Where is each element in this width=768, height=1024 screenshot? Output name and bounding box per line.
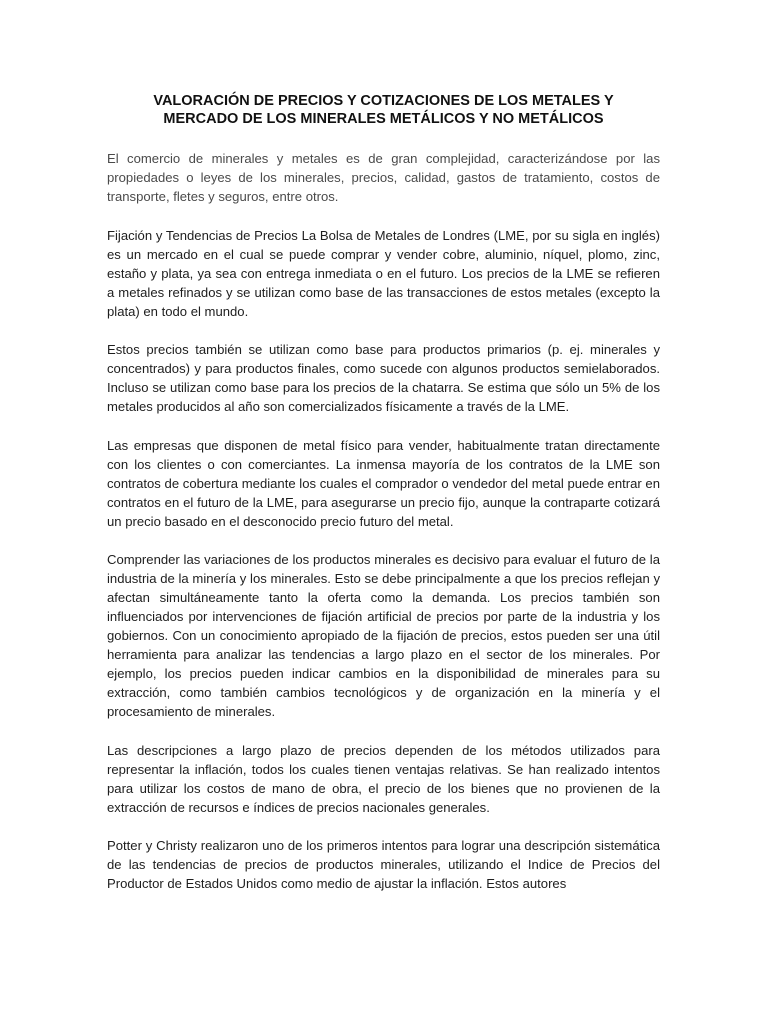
title-line-1: VALORACIÓN DE PRECIOS Y COTIZACIONES DE LOS METALES Y	[153, 93, 614, 109]
paragraph-intro: El comercio de minerales y metales es de gran complejidad, caracterizándose por las propiedades o leyes de los minerales, precios, calidad, gastos de tratamiento, costos de transporte, fletes y seguros, entre otros.	[107, 151, 660, 204]
paragraph-physical-metal: Las empresas que disponen de metal físico para vender, habitualmente tratan directamente con los clientes o con comerciantes. La inmensa mayoría de los contratos de la LME son contratos de cobertura mediante los cuales el comprador o vendedor del metal puede entrar en contratos en el futuro de la LME, para asegurarse un precio fijo, aunque la contraparte cotizará un precio basado en el desconocido precio futuro del metal.	[107, 437, 660, 529]
paragraph-price-variations: Comprender las variaciones de los productos minerales es decisivo para evaluar el futuro de la industria de la minería y los minerales. Esto se debe principalmente a que los precios reflejan y afectan simultáneamente tanto la oferta como la demanda. Los precios también son influenciados por intervenciones de fijación artificial de precios por parte de la industria y los gobiernos. Con un conocimiento apropiado de la fijación de precios, estos pueden ser una útil herramienta para analizar las tendencias a largo plazo en el sector de los minerales. Por ejemplo, los precios pueden indicar cambios en la disponibilidad de minerales para su extracción, como también cambios tecnológicos y de organización en la minería y el procesamiento de minerales.	[107, 552, 660, 719]
paragraph-long-term-descriptions: Las descripciones a largo plazo de precios dependen de los métodos utilizados para representar la inflación, todos los cuales tienen ventajas relativas. Se han realizado intentos para utilizar los costos de mano de obra, el precio de los bienes que no provienen de la extracción de recursos e índices de precios nacionales generales.	[107, 742, 660, 815]
paragraph-potter-christy: Potter y Christy realizaron uno de los primeros intentos para lograr una descripción sistemática de las tendencias de precios de productos minerales, utilizando el Indice de Precios del Productor de Estados Unidos como medio de ajustar la inflación. Estos autores	[107, 838, 660, 891]
document-title	[107, 92, 660, 128]
title-line-2: MERCADO DE LOS MINERALES METÁLICOS Y NO METÁLICOS	[163, 111, 604, 127]
document-page	[107, 92, 660, 913]
paragraph-base-prices: Estos precios también se utilizan como base para productos primarios (p. ej. minerales y concentrados) y para productos finales, como sucede con algunos productos semielaborados. Incluso se utilizan como base para los precios de la chatarra. Se estima que sólo un 5% de los metales producidos al año son comercializados físicamente a través de la LME.	[107, 342, 660, 414]
paragraph-lme-pricing: Fijación y Tendencias de Precios La Bolsa de Metales de Londres (LME, por su sigla en inglés) es un mercado en el cual se puede comprar y vender cobre, aluminio, níquel, plomo, zinc, estaño y plata, ya sea con entrega inmediata o en el futuro. Los precios de la LME se refieren a metales refinados y se utilizan como base de las transacciones de estos metales (excepto la plata) en todo el mundo.	[107, 227, 660, 319]
